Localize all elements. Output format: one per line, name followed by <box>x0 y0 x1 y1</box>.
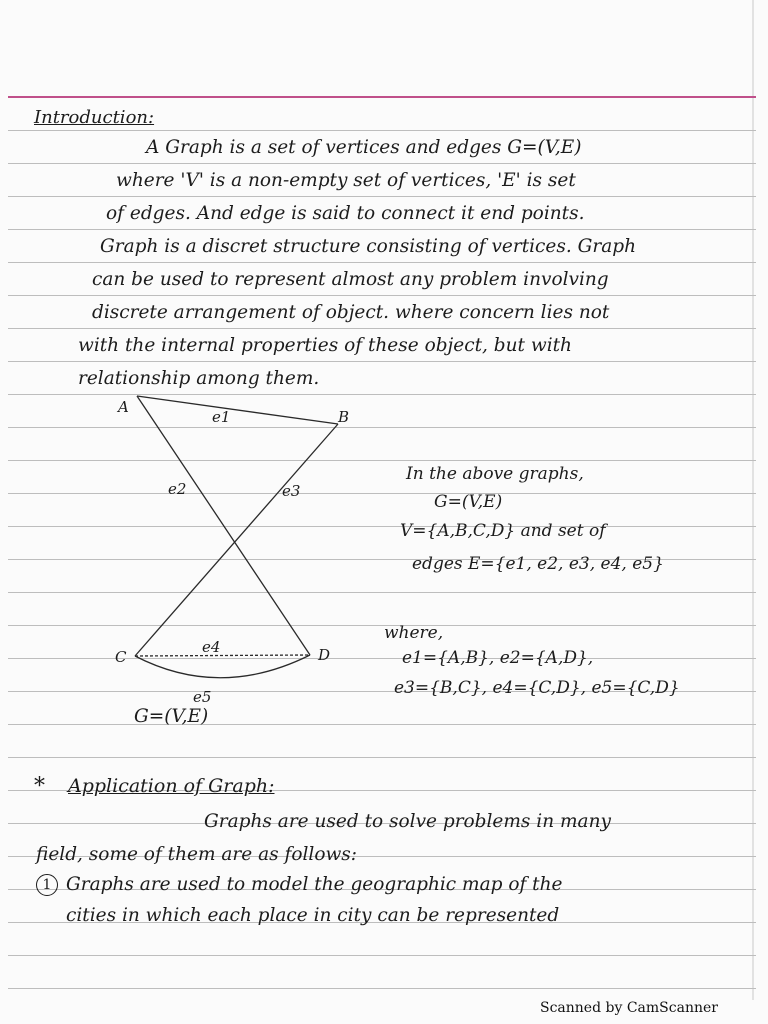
bullet-star: * <box>34 774 45 799</box>
edge-e1 <box>137 396 338 424</box>
vertex-label-d: D <box>318 646 331 664</box>
notes-line: edges E={e1, e2, e3, e4, e5} <box>412 554 664 574</box>
edge-label-e5: e5 <box>193 688 212 706</box>
intro-line: discrete arrangement of object. where concern lies not <box>92 302 610 323</box>
edge-label-e1: e1 <box>212 408 231 426</box>
edge-e2 <box>137 396 310 655</box>
introduction-heading: Introduction: <box>34 107 155 128</box>
figure-caption: G=(V,E) <box>134 706 209 727</box>
notes-line: In the above graphs, <box>406 464 584 484</box>
intro-line: can be used to represent almost any problem involving <box>92 269 609 290</box>
intro-line: Graph is a discret structure consisting of vertices. Graph <box>100 236 637 257</box>
vertex-label-c: C <box>115 648 127 666</box>
intro-line: A Graph is a set of vertices and edges G=(V,E) <box>146 137 582 158</box>
vertex-label-a: A <box>118 398 129 416</box>
where-line: e3={B,C}, e4={C,D}, e5={C,D} <box>394 678 680 698</box>
application-line: field, some of them are as follows: <box>36 844 358 865</box>
vertex-label-b: B <box>338 408 350 426</box>
edge-label-e3: e3 <box>282 482 301 500</box>
intro-line: where 'V' is a non-empty set of vertices, 'E' is set <box>116 170 576 191</box>
edge-label-e2: e2 <box>168 480 187 498</box>
intro-line: with the internal properties of these object, but with <box>78 335 572 356</box>
notes-line: V={A,B,C,D} and set of <box>400 521 606 541</box>
scanner-watermark: Scanned by CamScanner <box>540 1000 718 1016</box>
application-line: Graphs are used to solve problems in many <box>204 811 611 832</box>
item-number-badge: 1 <box>36 874 58 896</box>
notes-line: G=(V,E) <box>434 492 503 512</box>
edge-e3 <box>135 424 338 656</box>
intro-line: of edges. And edge is said to connect it end points. <box>106 203 585 224</box>
application-heading: Application of Graph: <box>68 775 275 797</box>
edge-e4 <box>135 655 310 656</box>
edge-e5 <box>135 655 310 678</box>
edge-label-e4: e4 <box>202 638 221 656</box>
where-label: where, <box>384 623 444 643</box>
application-line: cities in which each place in city can be represented <box>66 905 560 926</box>
where-line: e1={A,B}, e2={A,D}, <box>402 648 594 668</box>
application-line: Graphs are used to model the geographic map of the <box>66 874 563 895</box>
intro-line: relationship among them. <box>78 368 320 389</box>
